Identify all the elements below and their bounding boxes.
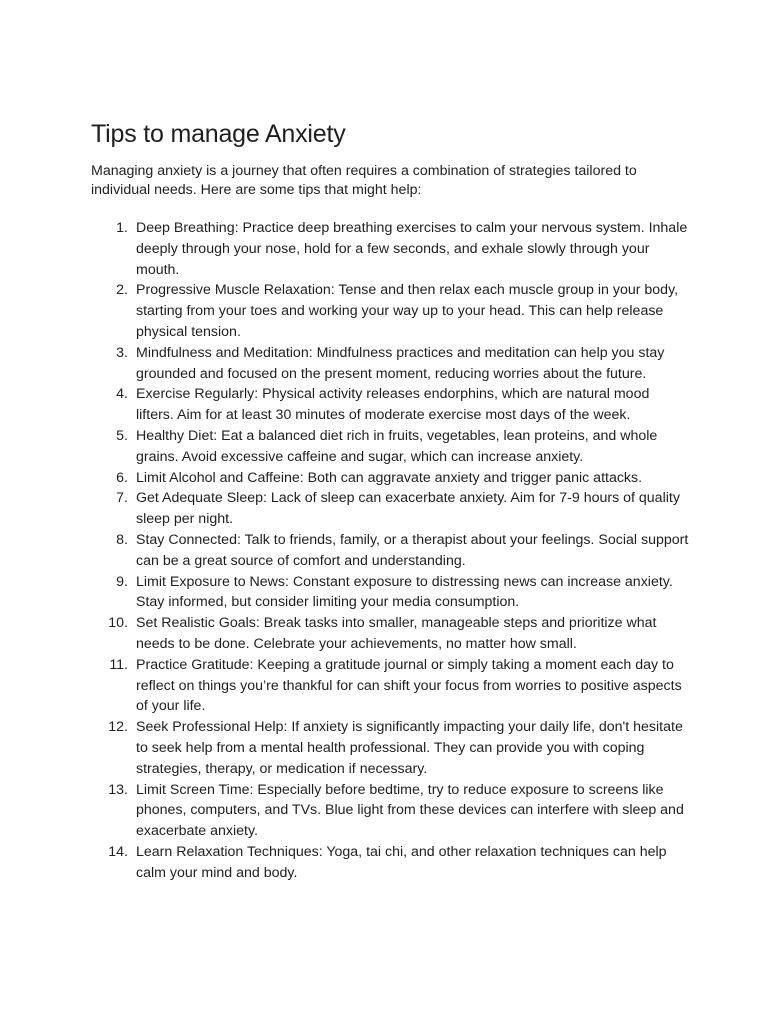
list-item-text: Limit Alcohol and Caffeine: Both can aggravate anxiety and trigger panic attacks.	[136, 469, 643, 486]
list-item-number: 10.	[108, 615, 128, 632]
page-title: Tips to manage Anxiety	[91, 120, 346, 148]
list-item-number: 6.	[116, 469, 128, 486]
list-item-text: Seek Professional Help: If anxiety is significantly impacting your daily life, don't hesitate to seek help from a mental health professional. They can provide you with coping strategies, therapy, or medication if necessary.	[136, 719, 683, 777]
list-item	[91, 426, 691, 468]
list-item-text: Mindfulness and Meditation: Mindfulness practices and meditation can help you stay grounded and focused on the present moment, reducing worries about the future.	[136, 344, 665, 382]
list-item-text: Practice Gratitude: Keeping a gratitude journal or simply taking a moment each day to reflect on things you’re thankful for can shift your focus from worries to positive aspects of your life.	[136, 656, 682, 715]
list-item-number: 7.	[116, 490, 128, 507]
list-item-number: 12.	[108, 719, 128, 736]
list-item	[91, 613, 691, 655]
list-item-number: 3.	[116, 344, 128, 361]
list-item-text: Progressive Muscle Relaxation: Tense and then relax each muscle group in your body, starting from your toes and working your way up to your head. This can help release physical tension.	[136, 282, 679, 340]
list-item-text: Stay Connected: Talk to friends, family, or a therapist about your feelings. Social support can be a great source of comfort and understanding.	[136, 531, 689, 569]
list-item	[91, 530, 691, 572]
list-item	[91, 842, 691, 884]
list-item	[91, 218, 691, 280]
list-item-text: Set Realistic Goals: Break tasks into smaller, manageable steps and prioritize what needs to be done. Celebrate your achievements, no matter how small.	[136, 615, 657, 652]
list-item-text: Learn Relaxation Techniques: Yoga, tai chi, and other relaxation techniques can help calm your mind and body.	[136, 843, 667, 881]
list-item-number: 2.	[116, 282, 128, 299]
list-item	[91, 280, 691, 342]
list-item-number: 9.	[116, 573, 128, 590]
list-item	[91, 780, 691, 842]
list-item	[91, 468, 691, 489]
list-item	[91, 572, 691, 614]
list-item-number: 14.	[108, 843, 128, 860]
list-item-text: Healthy Diet: Eat a balanced diet rich in fruits, vegetables, lean proteins, and whole grains. Avoid excessive caffeine and sugar, which can increase anxiety.	[136, 427, 658, 465]
list-item-text: Limit Screen Time: Especially before bedtime, try to reduce exposure to screens like phones, computers, and TVs. Blue light from these devices can interfere with sleep and exacerbate anxiety.	[136, 781, 684, 840]
list-item	[91, 655, 691, 717]
list-item-number: 4.	[116, 386, 128, 403]
document-page	[91, 118, 691, 884]
list-item	[91, 717, 691, 779]
list-item-number: 11.	[109, 656, 128, 673]
list-item-number: 13.	[108, 781, 128, 798]
tips-list	[91, 218, 691, 884]
list-item-text: Get Adequate Sleep: Lack of sleep can exacerbate anxiety. Aim for 7-9 hours of quality sleep per night.	[136, 490, 680, 528]
list-item-number: 1.	[116, 220, 128, 236]
list-item-number: 8.	[116, 531, 128, 548]
list-item-text: Limit Exposure to News: Constant exposure to distressing news can increase anxiety. Stay informed, but consider limiting your media consumption.	[136, 573, 673, 611]
list-item-text: Deep Breathing: Practice deep breathing exercises to calm your nervous system. Inhale deeply through your nose, hold for a few seconds, and exhale slowly through your mouth.	[136, 220, 688, 278]
intro-paragraph: Managing anxiety is a journey that often requires a combination of strategies tailored to individual needs. Here are some tips that might help:	[91, 163, 637, 198]
list-item-text: Exercise Regularly: Physical activity releases endorphins, which are natural mood lifters. Aim for at least 30 minutes of moderate exercise most days of the week.	[136, 386, 650, 424]
list-item-number: 5.	[116, 427, 128, 444]
list-item	[91, 343, 691, 385]
list-item	[91, 384, 691, 426]
list-item	[91, 488, 691, 530]
